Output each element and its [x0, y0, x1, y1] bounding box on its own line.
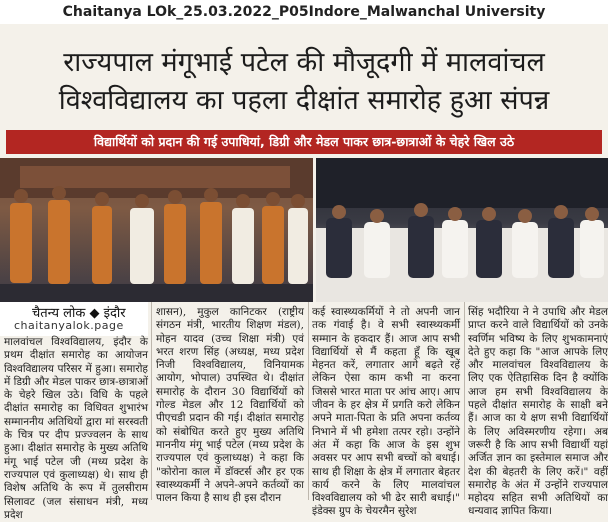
article-column-3: कई स्वास्थ्यकर्मियों ने तो अपनी जान तक गंवाई है। वे सभी स्वास्थ्यकर्मी सम्मान के हकदार हैं। आज आप सभी विद्यार्थियों से मैं कहता हूँ कि खूब मेहनत करें, लगातार आगे बढ़ते रहें लेकिन ऐसा काम कभी ना करना जिससे भारत माता पर आंच आए। आप जीवन के हर क्षेत्र में प्रगति करो लेकिन अपने माता-पिता के प्रति अपना कर्तव्य निभाने में भी हमेशा तत्पर रहो। उन्होंने अंत में कहा कि आज के इस शुभ अवसर पर आप सभी बच्चों को बधाई। साथ ही शिक्षा के क्षेत्र में लगातार बेहतर कार्य करने के लिए मालवांचल विश्वविद्यालय को भी ढेर सारी बधाई।" इंडेक्स ग्रुप के चेयरमैन सुरेश — [312, 306, 460, 518]
masthead-url: chaitanyalok.page — [14, 319, 124, 332]
audience-scene — [316, 158, 608, 302]
headline-line-2: विश्वविद्यालय का पहला दीक्षांत समारोह हुआ संपन्न — [58, 85, 550, 116]
clipping-caption: Chaitanya LOk_25.03.2022_P05Indore_Malwanchal University — [0, 0, 608, 24]
article-column-2: शासन), मुकुल कानिटकर (राष्ट्रीय संगठन मंत्री, भारतीय शिक्षण मंडल), मोहन यादव (उच्च शिक्षा मंत्री) एवं भरत शरण सिंह (अध्यक्ष, मध्य प्रदेश निजी विश्वविद्यालय, विनियामक आयोग, भोपाल) उपस्थित थे। दीक्षांत समारोह के दौरान 30 विद्यार्थियों को गोल्ड मेडल और 12 विद्यार्थियों को पीएचडी प्रदान की गई। दीक्षांत समारोह को संबोधित करते हुए मुख्य अतिथि माननीय मंगू भाई पटेल (मध्य प्रदेश के राज्यपाल एवं कुलाध्यक्ष) ने कहा कि "कोरोना काल में डॉक्टर्स और हर एक स्वास्थ्यकर्मी ने अपने-अपने कर्तव्यों का पालन किया है साथ ही इस दौरान — [156, 306, 304, 505]
stage-scene — [0, 158, 313, 302]
article-column-1: मालवांचल विश्वविद्यालय, इंदौर के प्रथम दीक्षांत समारोह का आयोजन विश्वविद्यालय परिसर में हुआ। समारोह में डिग्री और मेडल पाकर छात्र-छात्राओं के चेहरे खिल उठे। विधि के पहले दीक्षांत समारोह का विधिवत शुभारंभ सम्माननीय अतिथियों द्वारा मां सरस्वती के चित्र पर दीप प्रज्ज्वलन के साथ हुआ। दीक्षांत समारोह के मुख्य अतिथि मंगू भाई पटेल जी (मध्य प्रदेश के राज्यपाल एवं कुलाध्यक्ष) थे। साथ ही विशेष अतिथि के रूप में तुलसीराम सिलावट (जल संसाधन मंत्री, मध्य प्रदेश — [4, 336, 148, 521]
subheadline-banner: विद्यार्थियों को प्रदान की गई उपाधियां, डिग्री और मेडल पाकर छात्र-छात्राओं के चेहरे खिल उठे — [6, 130, 602, 154]
article-body — [0, 302, 608, 521]
masthead-logo: चैतन्य लोक ◆ इंदौर — [32, 306, 126, 321]
headline-line-1: राज्यपाल मंगूभाई पटेल की मौजूदगी में मालवांचल — [63, 47, 545, 78]
audience-photo — [316, 158, 608, 302]
headline — [0, 44, 608, 120]
convocation-stage-photo — [0, 158, 313, 302]
article-column-4: सिंह भदौरिया ने ने उपाधि और मेडल प्राप्त करने वाले विद्यार्थियों को उनके स्वर्णिम भविष्य के लिए शुभकामनाएं देते हुए कहा कि "आज आपके लिए और मालवांचल विश्वविद्यालय के लिए एक ऐतिहासिक दिन है क्योंकि आज हम सभी विश्वविद्यालय के पहले दीक्षांत समारोह के साक्षी बने हैं। आज का ये क्षण सभी विद्यार्थियों के लिए अविस्मरणीय रहेगा। अब जरूरी है कि आप सभी विद्यार्थी यहां अर्जित ज्ञान का इस्तेमाल समाज और देश की बेहतरी के लिए करें।" वहीं समारोह के अंत में उन्होंने राज्यपाल महोदय सहित सभी अतिथियों का धन्यवाद ज्ञापित किया। — [468, 306, 608, 518]
